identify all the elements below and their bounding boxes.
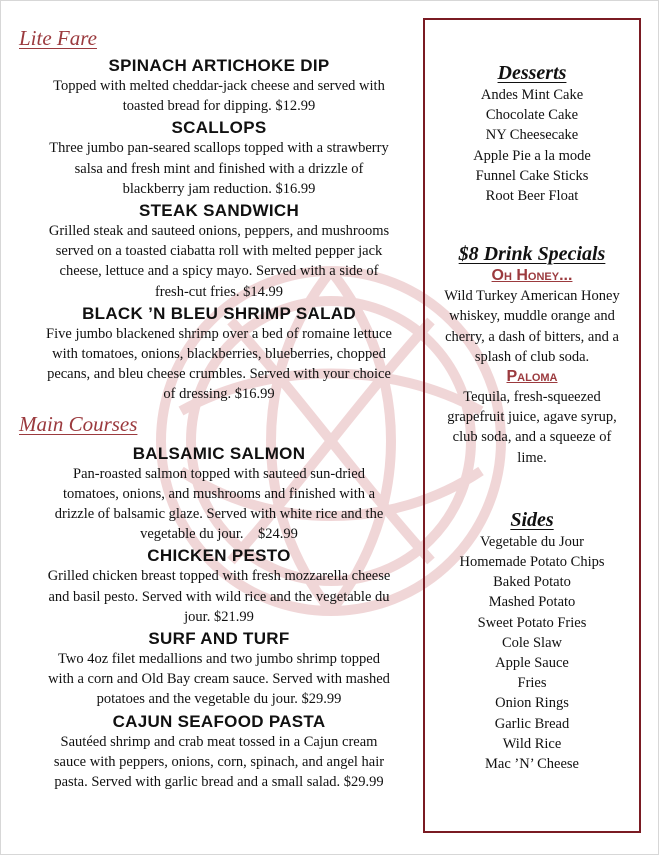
desserts-section bbox=[425, 61, 639, 206]
menu-item-chicken-pesto bbox=[19, 545, 419, 627]
item-title: BALSAMIC SALMON bbox=[132, 443, 306, 463]
item-description-line: cheese, lettuce and a spicy mayo. Served with a side of bbox=[59, 263, 379, 280]
drink-description-line: whiskey, muddle orange and bbox=[449, 308, 615, 325]
sides-section bbox=[425, 508, 639, 774]
drink-description-line: grapefruit juice, agave syrup, bbox=[447, 409, 617, 426]
menu-item-surf-and-turf bbox=[19, 628, 419, 710]
item-title: SPINACH ARTICHOKE DIP bbox=[108, 56, 330, 75]
side-item: Sweet Potato Fries bbox=[477, 614, 587, 631]
item-description-line: pecans, and bleu cheese crumbles. Served with your choice bbox=[47, 366, 391, 383]
item-title: SCALLOPS bbox=[171, 118, 267, 138]
item-description-line: and basil pesto. Served with wild rice and the vegetable du bbox=[48, 588, 390, 605]
item-description-line: of dressing. $16.99 bbox=[163, 386, 275, 403]
item-description-line: vegetable du jour. $24.99 bbox=[140, 526, 298, 543]
sides-heading: Sides bbox=[510, 508, 554, 531]
item-description-line: Two 4oz filet medallions and two jumbo shrimp topped bbox=[58, 651, 380, 668]
item-description-line: Topped with melted cheddar-jack cheese and served with bbox=[53, 78, 385, 94]
dessert-item: Root Beer Float bbox=[485, 188, 579, 205]
item-description-line: Five jumbo blackened shrimp over a bed of romaine lettuce bbox=[46, 325, 392, 342]
item-description-line: drizzle of balsamic glaze. Served with white rice and the bbox=[54, 506, 384, 523]
main-courses-heading: Main Courses bbox=[19, 411, 138, 436]
menu-item-spinach-artichoke-dip bbox=[19, 55, 419, 116]
drink-specials-heading: $8 Drink Specials bbox=[458, 243, 606, 266]
left-column bbox=[19, 25, 419, 792]
side-item: Wild Rice bbox=[502, 735, 562, 752]
dessert-item: Apple Pie a la mode bbox=[473, 147, 591, 164]
item-title: CHICKEN PESTO bbox=[147, 546, 291, 566]
item-description-line: Grilled chicken breast topped with fresh mozzarella cheese bbox=[47, 568, 391, 585]
side-item: Mac ’N’ Cheese bbox=[485, 756, 579, 773]
side-item: Fries bbox=[517, 675, 547, 692]
item-description-line: tomatoes, onions, and mushrooms and finished with a bbox=[62, 485, 376, 502]
drink-description-line: club soda, and a squeeze of bbox=[452, 429, 612, 446]
drink-name: Oh Honey... bbox=[491, 267, 573, 285]
item-description-line: pasta. Served with garlic bread and a small salad. $29.99 bbox=[54, 774, 384, 791]
specials-box bbox=[423, 18, 641, 833]
item-description-line: fresh-cut fries. $14.99 bbox=[154, 283, 284, 300]
item-description-line: Pan-roasted salmon topped with sauteed sun-dried bbox=[73, 465, 365, 482]
drink-specials-section bbox=[425, 242, 639, 468]
item-description-line: blackberry jam reduction. $16.99 bbox=[122, 180, 316, 197]
item-description-line: Three jumbo pan-seared scallops topped with a strawberry bbox=[49, 140, 389, 157]
item-title: SURF AND TURF bbox=[148, 629, 290, 649]
drink-description-line: Wild Turkey American Honey bbox=[444, 288, 620, 305]
dessert-item: Andes Mint Cake bbox=[480, 87, 584, 103]
item-description-line: potatoes and the vegetable du jour. $29.99 bbox=[96, 691, 342, 708]
item-description-line: jour. $21.99 bbox=[184, 608, 254, 625]
dessert-item: Chocolate Cake bbox=[485, 107, 579, 124]
item-title: STEAK SANDWICH bbox=[138, 201, 300, 221]
desserts-heading: Desserts bbox=[497, 62, 567, 84]
menu-item-black-n-bleu-shrimp-salad bbox=[19, 303, 419, 405]
menu-item-steak-sandwich bbox=[19, 200, 419, 302]
drink-description-line: splash of club soda. bbox=[474, 348, 590, 365]
item-description-line: salsa and fresh mint and finished with a drizzle of bbox=[74, 160, 364, 177]
dessert-item: NY Cheesecake bbox=[485, 127, 579, 144]
side-item: Baked Potato bbox=[493, 574, 571, 591]
item-description-line: with a corn and Old Bay cream sauce. Served with mashed bbox=[48, 671, 390, 688]
drink-name: Paloma bbox=[506, 368, 558, 386]
side-item: Vegetable du Jour bbox=[480, 533, 584, 550]
side-item: Homemade Potato Chips bbox=[459, 554, 605, 571]
side-item: Apple Sauce bbox=[495, 655, 569, 672]
item-description-line: with tomatoes, onions, blackberries, blueberries, chopped bbox=[52, 346, 386, 363]
side-item: Garlic Bread bbox=[494, 715, 570, 732]
item-description-line: toasted bread for dipping. $12.99 bbox=[122, 98, 316, 115]
side-item: Cole Slaw bbox=[501, 634, 562, 651]
drink-description-line: lime. bbox=[517, 449, 547, 466]
dessert-item: Funnel Cake Sticks bbox=[475, 167, 589, 184]
item-title: BLACK ’N BLEU SHRIMP SALAD bbox=[82, 303, 356, 323]
menu-item-balsamic-salmon bbox=[19, 443, 419, 545]
drink-description-line: cherry, a dash of bitters, and a bbox=[445, 328, 619, 345]
menu-item-scallops bbox=[19, 117, 419, 199]
lite-fare-heading: Lite Fare bbox=[19, 26, 97, 50]
side-item: Mashed Potato bbox=[488, 594, 576, 611]
side-item: Onion Rings bbox=[495, 695, 569, 712]
item-description-line: sauce with peppers, onions, corn, spinach, and angel hair bbox=[53, 753, 385, 770]
item-description-line: Grilled steak and sauteed onions, peppers, and mushrooms bbox=[48, 223, 390, 240]
menu-item-cajun-seafood-pasta bbox=[19, 711, 419, 793]
item-title: CAJUN SEAFOOD PASTA bbox=[112, 711, 326, 731]
item-description-line: Sautéed shrimp and crab meat tossed in a Cajun cream bbox=[60, 733, 378, 750]
item-description-line: served on a toasted ciabatta roll with melted pepper jack bbox=[55, 243, 383, 260]
drink-description-line: Tequila, fresh-squeezed bbox=[463, 389, 601, 406]
